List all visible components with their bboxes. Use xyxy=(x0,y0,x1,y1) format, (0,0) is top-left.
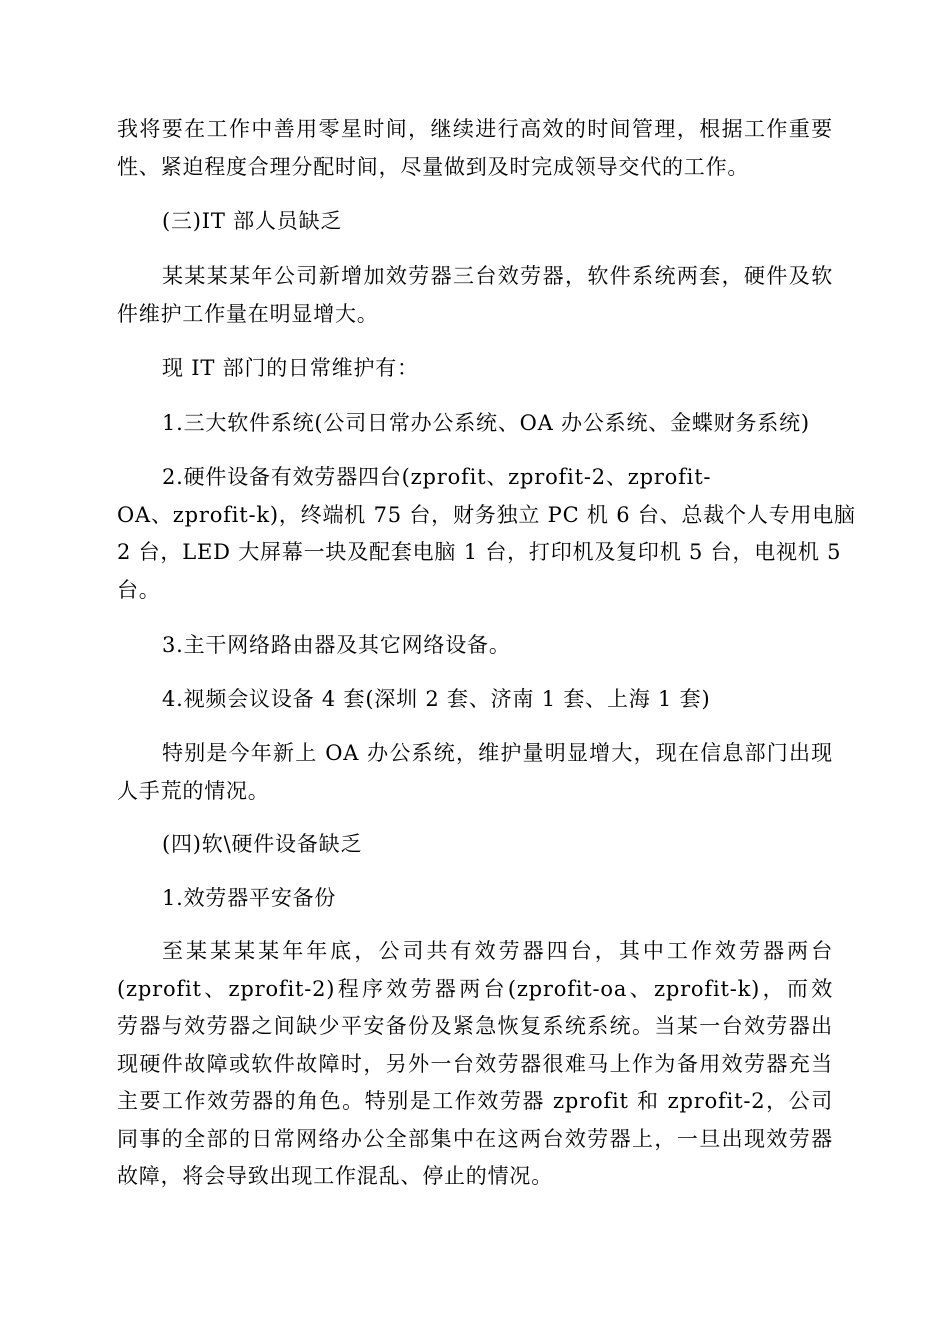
text-line: 现硬件故障或软件故障时，另外一台效劳器很难马上作为备用效劳器充当 xyxy=(117,1051,833,1076)
text-line: 件维护工作量在明显增大。 xyxy=(117,301,379,326)
list-item-video-conference xyxy=(117,681,833,719)
text-line: 人手荒的情况。 xyxy=(117,778,270,803)
text-line: 2 台，LED 大屏幕一块及配套电脑 1 台，打印机及复印机 5 台，电视机 5 xyxy=(117,540,842,564)
heading-hardware-software-shortage xyxy=(117,826,833,864)
paragraph-server-backup xyxy=(117,933,833,1196)
text-line: 4.视频会议设备 4 套(深圳 2 套、济南 1 套、上海 1 套) xyxy=(162,687,711,711)
text-line: 主要工作效劳器的角色。特别是工作效劳器 zprofit 和 zprofit-2，公司 xyxy=(117,1089,833,1113)
heading-text: (四)软\硬件设备缺乏 xyxy=(162,832,363,856)
text-line: 1.三大软件系统(公司日常办公系统、OA 办公系统、金蝶财务系统) xyxy=(162,411,810,435)
text-line: 台。 xyxy=(117,577,161,602)
list-item-network xyxy=(117,627,833,665)
list-item-hardware xyxy=(117,459,856,609)
paragraph-daily-maintenance-intro xyxy=(117,350,833,388)
text-line: (zprofit、zprofit-2)程序效劳器两台(zprofit-oa、zprofit-k)，而效 xyxy=(117,976,833,1001)
text-line: 劳器与效劳器之间缺少平安备份及紧急恢复系统系统。当某一台效劳器出 xyxy=(117,1014,833,1038)
text-line: 3.主干网络路由器及其它网络设备。 xyxy=(162,633,511,657)
text-line: 特别是今年新上 OA 办公系统，维护量明显增大，现在信息部门出现 xyxy=(162,741,833,765)
text-line: 某某某某年公司新增加效劳器三台效劳器，软件系统两套，硬件及软 xyxy=(162,264,833,288)
paragraph-time-management xyxy=(117,111,833,186)
subheading-server-backup xyxy=(117,880,833,918)
text-line: OA、zprofit-k)，终端机 75 台，财务独立 PC 机 6 台、总裁个人专用电脑 xyxy=(117,502,856,527)
text-line: 至某某某某年年底，公司共有效劳器四台，其中工作效劳器两台 xyxy=(162,939,833,963)
paragraph-new-servers xyxy=(117,258,833,333)
heading-it-staff-shortage xyxy=(117,203,833,241)
text-line: 我将要在工作中善用零星时间，继续进行高效的时间管理，根据工作重要 xyxy=(117,117,833,141)
text-line: 故障，将会导致出现工作混乱、停止的情况。 xyxy=(117,1164,553,1188)
text-line: 同事的全部的日常网络办公全部集中在这两台效劳器上，一旦出现效劳器 xyxy=(117,1126,833,1151)
text-line: 性、紧迫程度合理分配时间，尽量做到及时完成领导交代的工作。 xyxy=(117,154,750,179)
list-item-software-systems xyxy=(117,405,833,443)
heading-text: (三)IT 部人员缺乏 xyxy=(162,209,343,233)
paragraph-oa-maintenance xyxy=(117,735,833,810)
text-line: 现 IT 部门的日常维护有： xyxy=(162,356,419,380)
text-line: 2.硬件设备有效劳器四台(zprofit、zprofit-2、zprofit- xyxy=(162,465,712,489)
heading-text: 1.效劳器平安备份 xyxy=(162,886,337,910)
